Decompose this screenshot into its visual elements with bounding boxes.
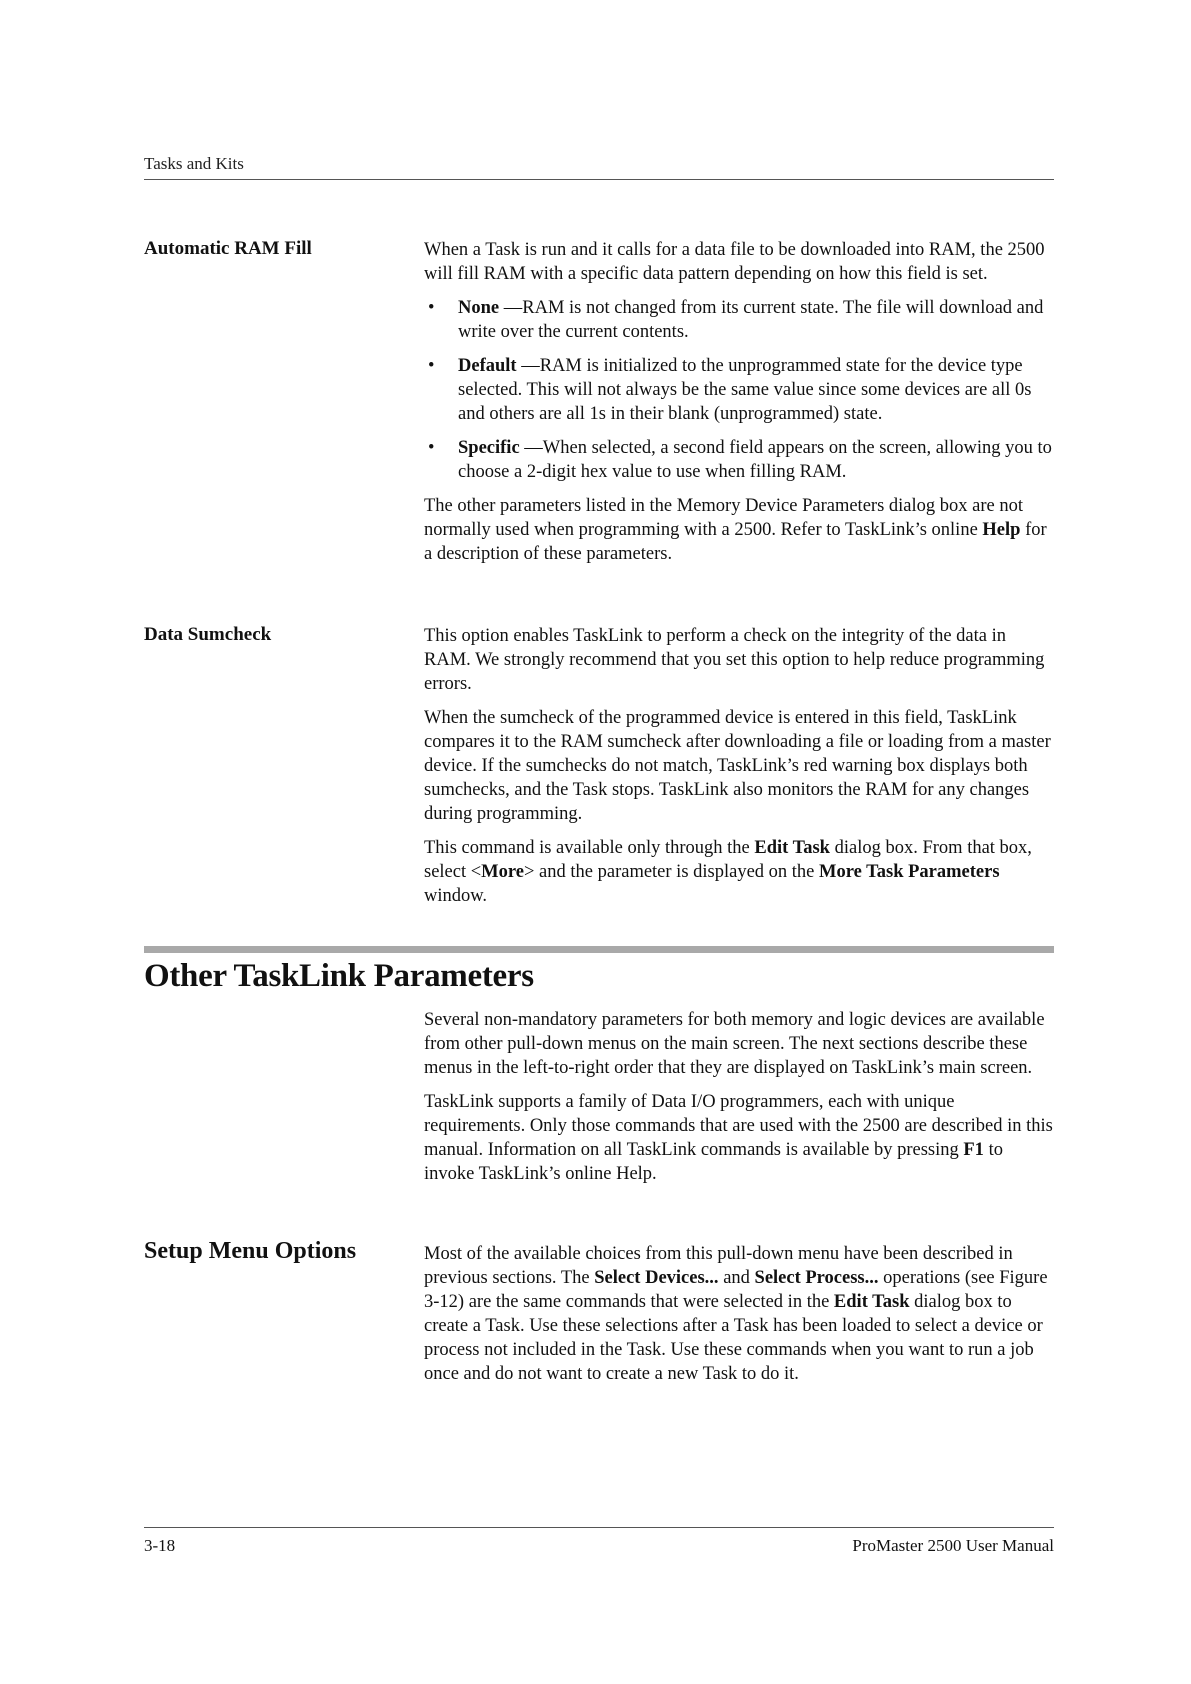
manual-title: ProMaster 2500 User Manual <box>852 1536 1054 1555</box>
option-default: • Default —RAM is initialized to the unprogrammed state for the device type selected. This will not always be the same value since some devices are all 0s and others are all 1s in their blank (unprogrammed) state. <box>428 356 1032 424</box>
other-p2: TaskLink supports a family of Data I/O programmers, each with unique requirements. Only those commands that are used with the 2500 are described in this manual. Information on all TaskLink commands is available by pressing F1 to invoke TaskLink’s online Help. <box>424 1092 1053 1184</box>
other-p1: Several non-mandatory parameters for both memory and logic devices are available from other pull-down menus on the main screen. The next sections describe these menus in the left-to-right order that they are displayed on TaskLink’s main screen. <box>424 1010 1045 1078</box>
sumcheck-body <box>424 624 1054 918</box>
sumcheck-p3: This command is available only through the Edit Task dialog box. From that box, select <More> and the parameter is displayed on the More Task Parameters window. <box>424 838 1032 906</box>
setup-menu-body <box>424 1242 1054 1396</box>
ram-fill-intro: When a Task is run and it calls for a data file to be downloaded into RAM, the 2500 will fill RAM with a specific data pattern depending on how this field is set. <box>424 240 1045 284</box>
option-specific: • Specific —When selected, a second field appears on the screen, allowing you to choose a 2-digit hex value to use when filling RAM. <box>428 438 1052 482</box>
sumcheck-p1: This option enables TaskLink to perform a check on the integrity of the data in RAM. We strongly recommend that you set this option to help reduce programming errors. <box>424 626 1045 694</box>
option-text: —When selected, a second field appears on the screen, allowing you to choose a 2-digit hex value to use when filling RAM. <box>458 438 1052 482</box>
other-params-body <box>424 1008 1054 1196</box>
option-none: • None —RAM is not changed from its current state. The file will download and write over the current contents. <box>428 298 1044 342</box>
footer-rule <box>144 1527 1054 1528</box>
option-term: Specific <box>458 438 520 458</box>
sumcheck-label: Data Sumcheck <box>144 624 272 645</box>
section-title: Other TaskLink Parameters <box>144 958 534 994</box>
option-text: —RAM is not changed from its current state. The file will download and write over the current contents. <box>458 298 1044 342</box>
section-divider-bar <box>144 946 1054 953</box>
running-head: Tasks and Kits <box>144 154 244 173</box>
ram-fill-note: The other parameters listed in the Memory Device Parameters dialog box are not normally used when programming with a 2500. Refer to TaskLink’s online Help for a description of these parameters. <box>424 496 1047 564</box>
ram-fill-options <box>424 296 1054 484</box>
ram-fill-label: Automatic RAM Fill <box>144 238 312 259</box>
option-text: —RAM is initialized to the unprogrammed state for the device type selected. This will not always be the same value since some devices are all 0s and others are all 1s in their blank (unprogrammed) state. <box>458 356 1032 424</box>
option-term: None <box>458 298 500 318</box>
setup-menu-heading: Setup Menu Options <box>144 1238 357 1264</box>
option-term: Default <box>458 356 517 376</box>
ram-fill-body <box>424 238 1054 576</box>
sumcheck-p2: When the sumcheck of the programmed device is entered in this field, TaskLink compares it to the RAM sumcheck after downloading a file or loading from a master device. If the sumchecks do not match, TaskLink’s red warning box displays both sumchecks, and the Task stops. TaskLink also monitors the RAM for any changes during programming. <box>424 708 1051 824</box>
header-rule <box>144 179 1054 180</box>
page-number: 3-18 <box>144 1536 176 1555</box>
setup-paragraph: Most of the available choices from this pull-down menu have been described in previous sections. The Select Devices... and Select Process... operations (see Figure 3-12) are the same commands that were selected in the Edit Task dialog box to create a Task. Use these selections after a Task has been loaded to select a device or process not included in the Task. Use these commands when you want to run a job once and do not want to create a new Task to do it. <box>424 1244 1048 1384</box>
